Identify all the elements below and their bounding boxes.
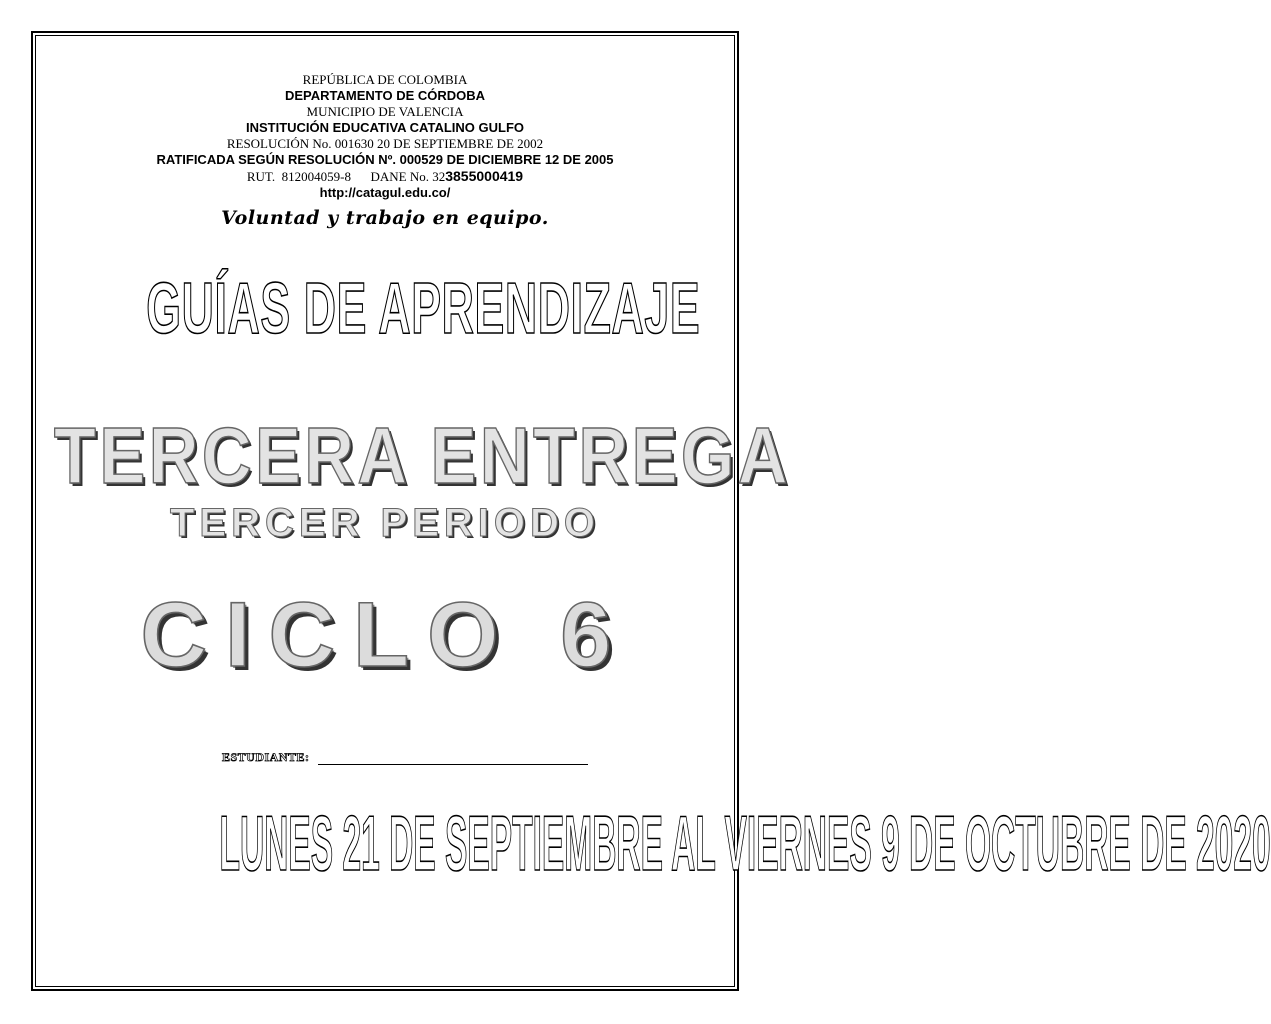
student-label: ESTUDIANTE: [222, 750, 310, 764]
republic-line: REPÚBLICA DE COLOMBIA [302, 72, 468, 87]
title-tercer-periodo: TERCER PERIODO [169, 501, 601, 545]
dane-suffix: 3855000419 [445, 168, 524, 184]
rut-line [0, 168, 770, 185]
motto: Voluntad y trabajo en equipo. [221, 207, 549, 229]
title-guias: GUÍAS DE APRENDIZAJE [146, 269, 701, 349]
department-line: DEPARTAMENTO DE CÓRDOBA [284, 88, 486, 103]
institution-line: INSTITUCIÓN EDUCATIVA CATALINO GULFO [245, 120, 525, 135]
municipality-line: MUNICIPIO DE VALENCIA [306, 104, 464, 119]
rut-dane-prefix: RUT. 812004059-8 DANE No. 32 [246, 169, 446, 184]
website-link[interactable]: http://catagul.edu.co/ [319, 185, 451, 200]
resolution-line: RESOLUCIÓN No. 001630 20 DE SEPTIEMBRE DE 2002 [226, 136, 544, 151]
student-name-field[interactable] [318, 764, 588, 765]
letterhead [0, 72, 770, 201]
title-tercera-entrega: TERCERA ENTREGA [53, 411, 791, 500]
date-range: LUNES 21 DE SEPTIEMBRE AL VIERNES 9 DE OCTUBRE DE 2020 [219, 799, 1271, 887]
ratified-line: RATIFICADA SEGÚN RESOLUCIÓN Nº. 000529 DE DICIEMBRE 12 DE 2005 [156, 152, 614, 167]
title-ciclo: CICLO 6 [140, 584, 630, 686]
